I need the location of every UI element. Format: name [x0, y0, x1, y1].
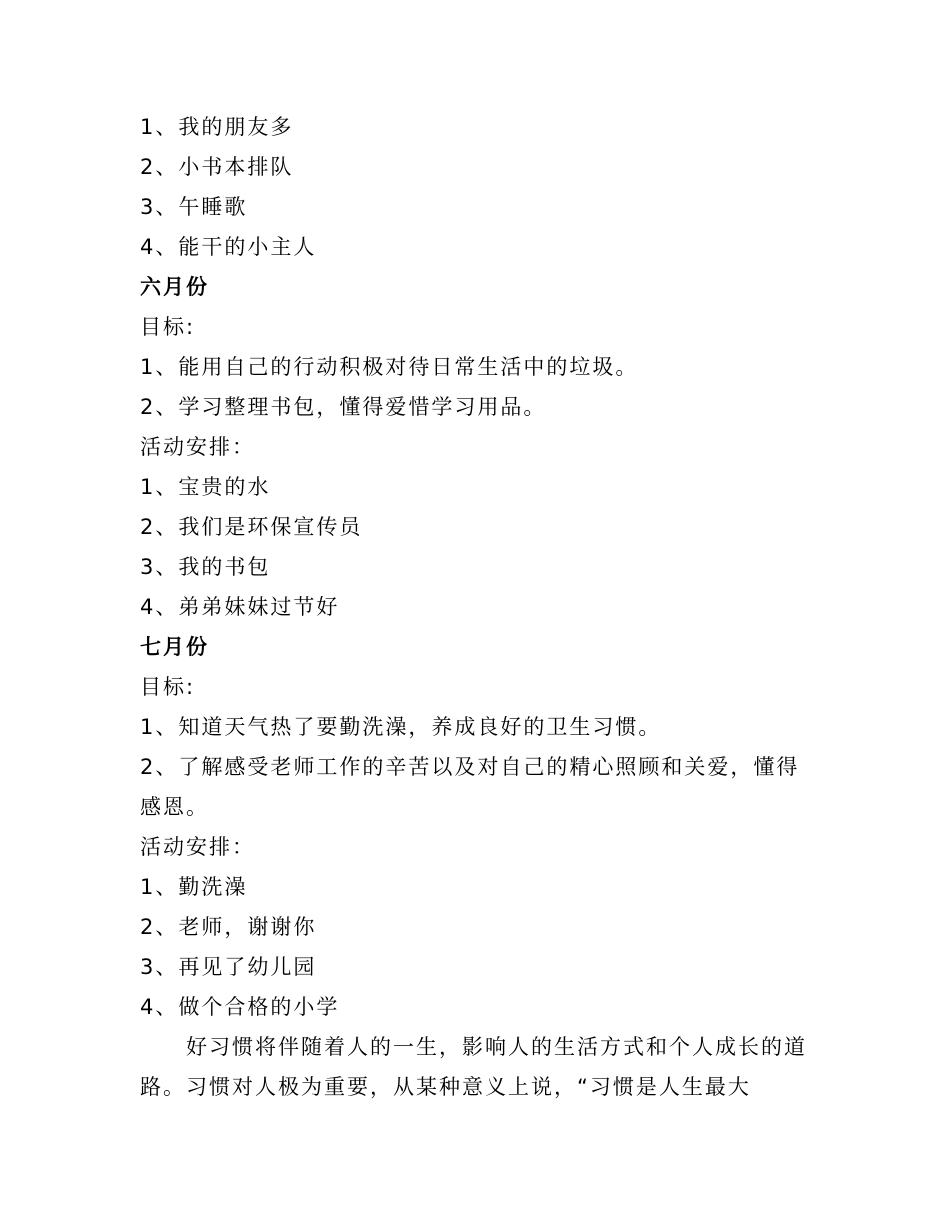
june-heading: 六月份 — [140, 275, 209, 299]
july-activity-label: 活动安排： — [140, 835, 255, 859]
document-body — [140, 107, 810, 1107]
july-goal-label: 目标: — [140, 675, 196, 699]
june-activity-4: 4、弟弟妹妹过节好 — [140, 595, 340, 619]
may-activity-1: 1、我的朋友多 — [140, 115, 294, 139]
may-activity-2: 2、小书本排队 — [140, 155, 294, 179]
july-goal-1: 1、知道天气热了要勤洗澡，养成良好的卫生习惯。 — [140, 715, 662, 739]
june-goal-label: 目标: — [140, 315, 196, 339]
june-activity-1: 1、宝贵的水 — [140, 475, 271, 499]
may-activity-4: 4、能干的小主人 — [140, 235, 317, 259]
closing-paragraph: 好习惯将伴随着人的一生，影响人的生活方式和个人成长的道路。习惯对人极为重要，从某种意义上说，“习惯是人生最大 — [140, 1035, 807, 1099]
july-activity-3: 3、再见了幼儿园 — [140, 955, 317, 979]
july-activity-1: 1、勤洗澡 — [140, 875, 248, 899]
june-goal-2: 2、学习整理书包，懂得爱惜学习用品。 — [140, 395, 547, 419]
may-activity-3: 3、午睡歌 — [140, 195, 248, 219]
june-activity-3: 3、我的书包 — [140, 555, 271, 579]
july-goal-2: 2、了解感受老师工作的辛苦以及对自己的精心照顾和关爱，懂得感恩。 — [140, 755, 800, 819]
june-activity-label: 活动安排： — [140, 435, 255, 459]
june-goal-1: 1、能用自己的行动积极对待日常生活中的垃圾。 — [140, 355, 639, 379]
june-activity-2: 2、我们是环保宣传员 — [140, 515, 363, 539]
july-activity-4: 4、做个合格的小学 — [140, 995, 340, 1019]
july-activity-2: 2、老师，谢谢你 — [140, 915, 317, 939]
july-heading: 七月份 — [140, 635, 209, 659]
